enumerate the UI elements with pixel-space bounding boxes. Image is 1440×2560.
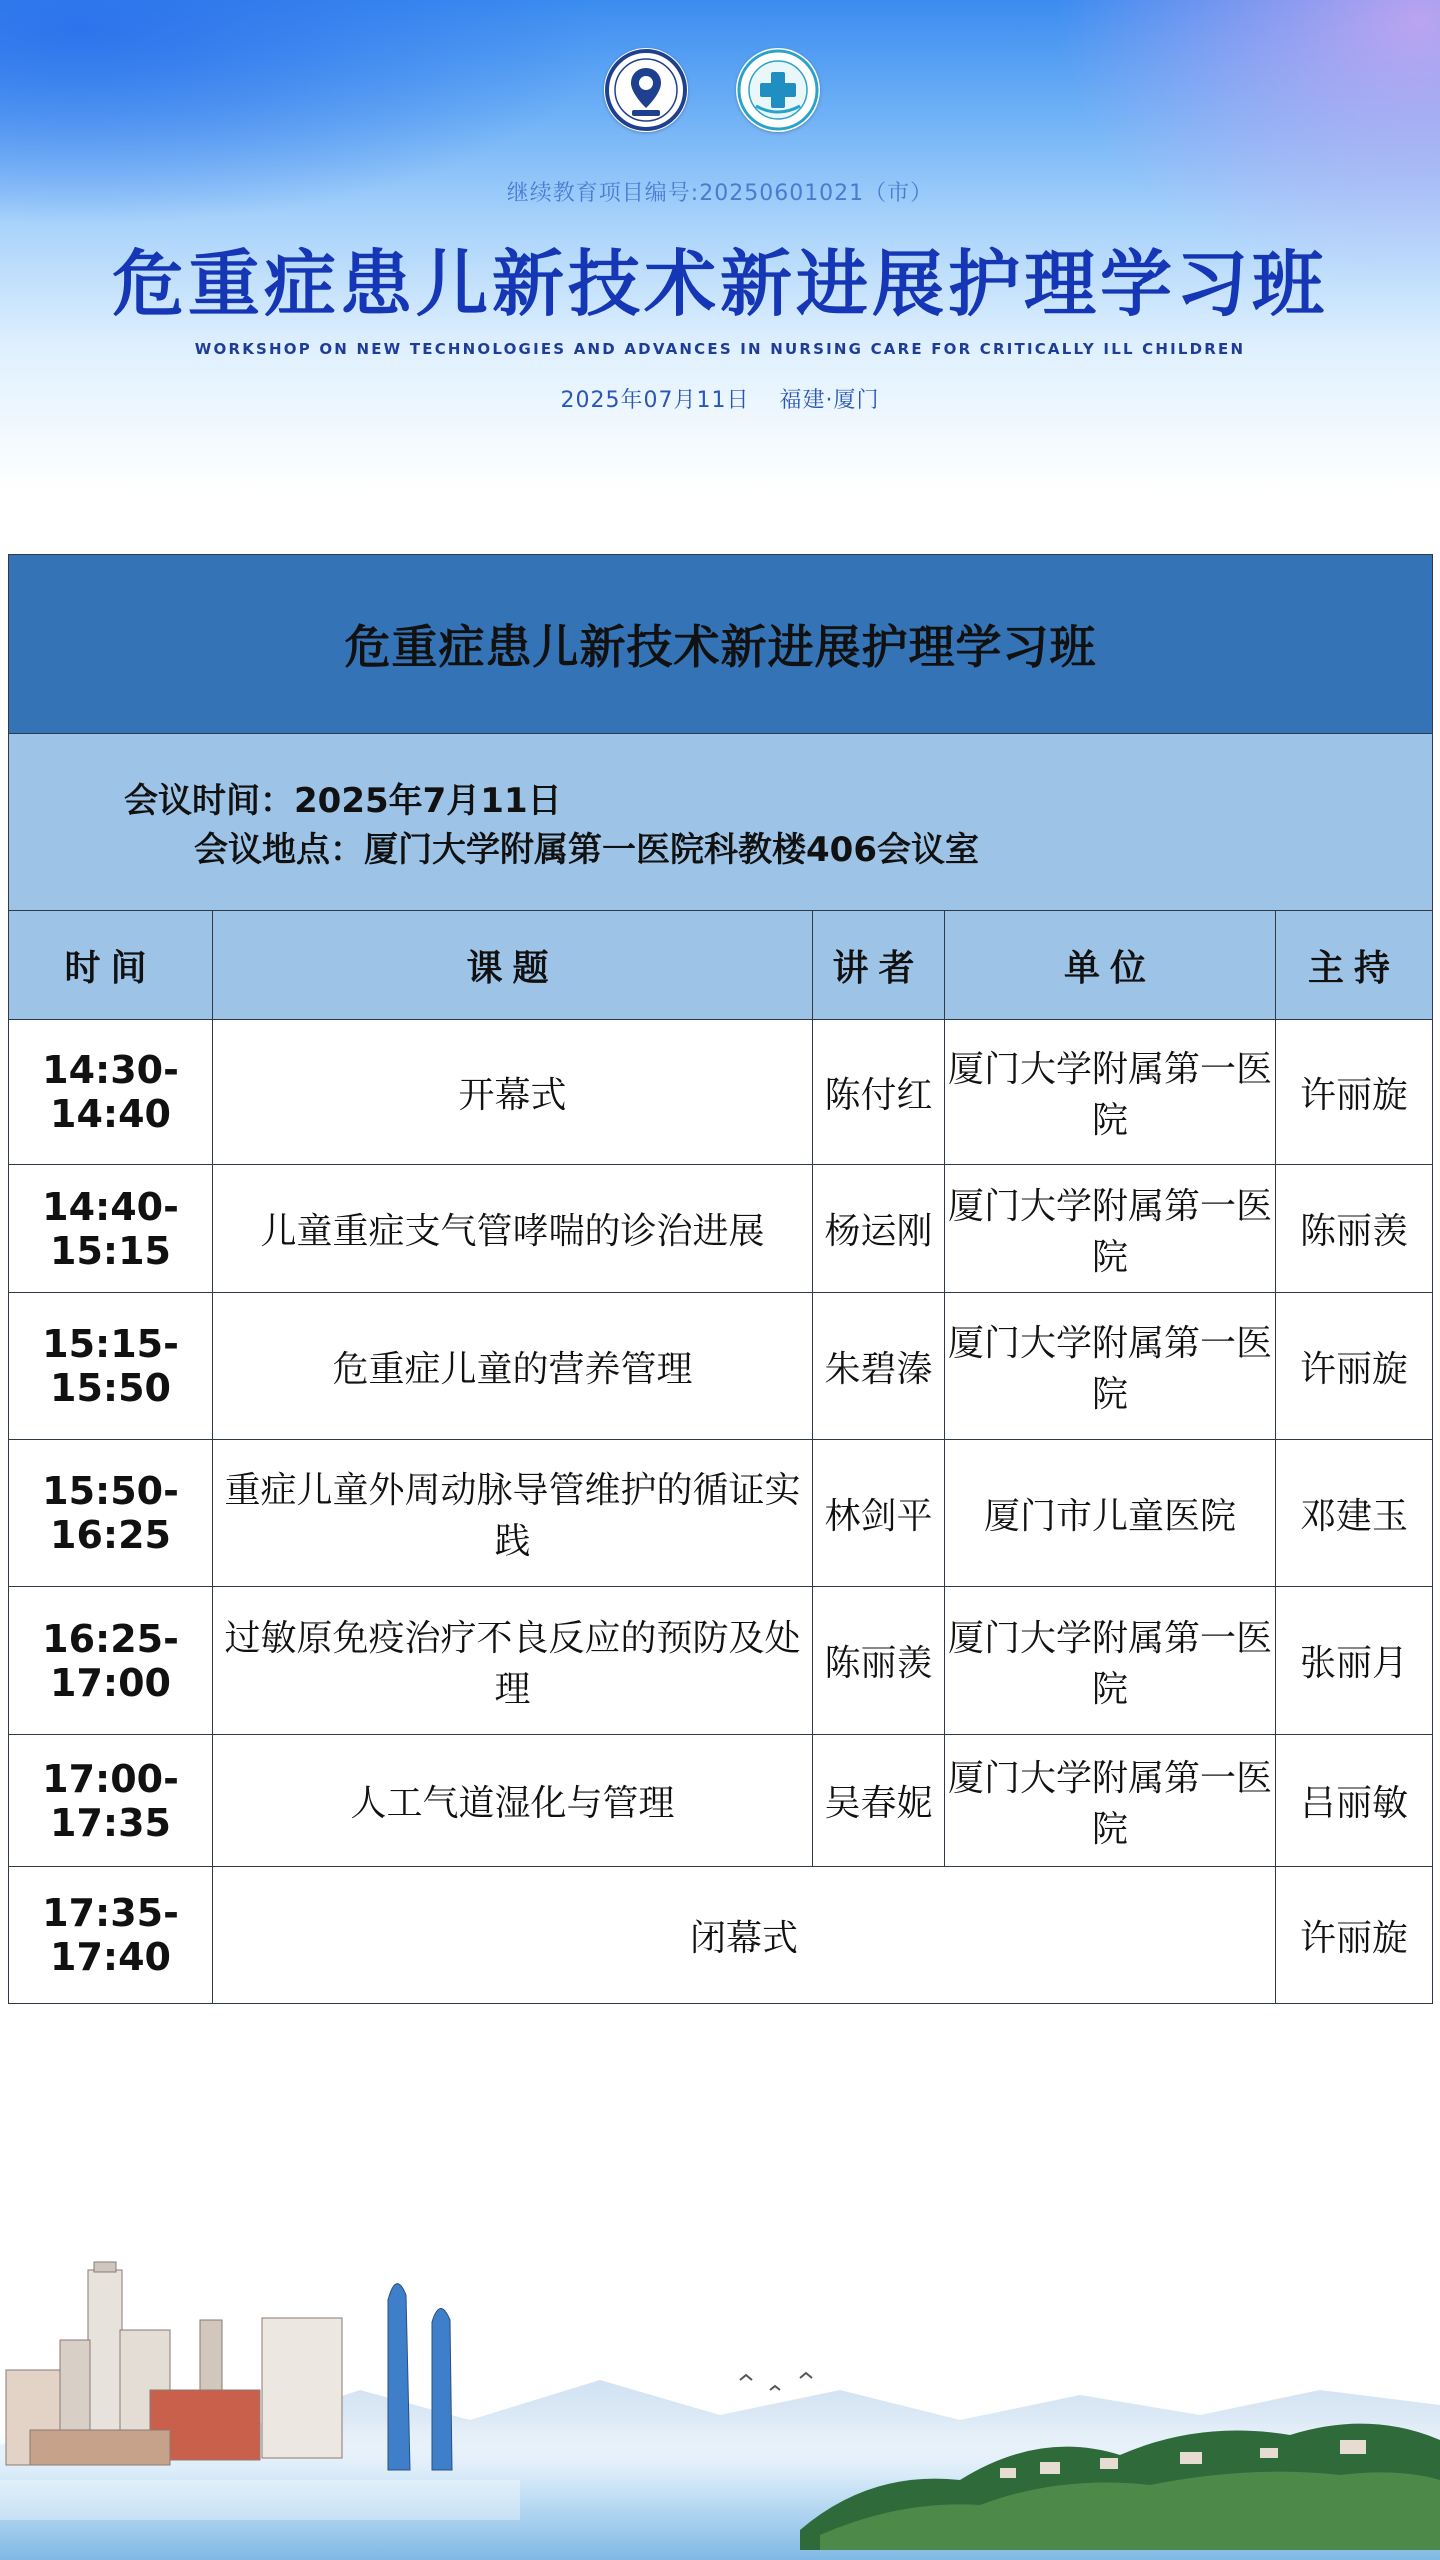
session-unit: 厦门大学附属第一医院 <box>945 1587 1276 1735</box>
table-row <box>9 1020 1433 1165</box>
table-row <box>9 1867 1433 2004</box>
session-time: 15:15-15:50 <box>9 1293 213 1440</box>
session-unit: 厦门大学附属第一医院 <box>945 1735 1276 1867</box>
left-buildings <box>6 2262 342 2465</box>
session-topic: 开幕式 <box>213 1020 813 1165</box>
meeting-info-row <box>9 734 1433 911</box>
project-number: 继续教育项目编号:20250601021（市） <box>506 181 934 206</box>
column-header-topic: 课题 <box>213 911 813 1020</box>
session-topic: 人工气道湿化与管理 <box>213 1735 813 1867</box>
english-subtitle: WORKSHOP ON NEW TECHNOLOGIES AND ADVANCES IN NURSING CARE FOR CRITICALLY ILL CHILDREN <box>194 340 1246 358</box>
session-unit: 厦门大学附属第一医院 <box>945 1293 1276 1440</box>
session-host: 张丽月 <box>1276 1587 1433 1735</box>
table-row <box>9 1165 1433 1293</box>
session-topic: 过敏原免疫治疗不良反应的预防及处理 <box>213 1587 813 1735</box>
table-row <box>9 1440 1433 1587</box>
session-topic: 危重症儿童的营养管理 <box>213 1293 813 1440</box>
session-speaker: 陈付红 <box>813 1020 945 1165</box>
session-speaker: 林剑平 <box>813 1440 945 1587</box>
column-header-unit: 单位 <box>945 911 1276 1020</box>
column-header-time: 时间 <box>9 911 213 1020</box>
session-time: 17:00-17:35 <box>9 1735 213 1867</box>
session-host: 许丽旋 <box>1276 1293 1433 1440</box>
column-header-speaker: 讲者 <box>813 911 945 1020</box>
session-host: 吕丽敏 <box>1276 1735 1433 1867</box>
session-time: 15:50-16:25 <box>9 1440 213 1587</box>
session-speaker: 陈丽羡 <box>813 1587 945 1735</box>
table-title-row <box>9 555 1433 734</box>
column-header-host: 主持 <box>1276 911 1433 1020</box>
session-topic: 重症儿童外周动脉导管维护的循证实践 <box>213 1440 813 1587</box>
session-unit: 厦门大学附属第一医院 <box>945 1165 1276 1293</box>
session-unit: 厦门大学附属第一医院 <box>945 1020 1276 1165</box>
schedule-table <box>8 554 1433 2004</box>
meeting-time: 会议时间：2025年7月11日 <box>124 781 562 821</box>
date-place-line <box>0 383 1440 414</box>
session-time: 14:40-15:15 <box>9 1165 213 1293</box>
table-header-row <box>9 911 1433 1020</box>
session-time: 17:35-17:40 <box>9 1867 213 2004</box>
session-host: 许丽旋 <box>1276 1020 1433 1165</box>
session-topic: 儿童重症支气管哮喘的诊治进展 <box>213 1165 813 1293</box>
meeting-info <box>9 734 1433 911</box>
session-speaker: 吴春妮 <box>813 1735 945 1867</box>
session-speaker: 朱碧溱 <box>813 1293 945 1440</box>
session-host: 邓建玉 <box>1276 1440 1433 1587</box>
session-host: 许丽旋 <box>1276 1867 1433 2004</box>
session-host: 陈丽羡 <box>1276 1165 1433 1293</box>
table-row <box>9 1587 1433 1735</box>
meeting-place: 会议地点：厦门大学附属第一医院科教楼406会议室 <box>194 830 979 870</box>
table-title: 危重症患儿新技术新进展护理学习班 <box>9 555 1433 734</box>
association-logo-icon <box>604 48 688 132</box>
hospital-logo-icon <box>736 48 820 132</box>
event-date: 2025年07月11日 <box>560 388 750 413</box>
table-row <box>9 1735 1433 1867</box>
event-city: 福建·厦门 <box>779 388 880 413</box>
session-speaker: 杨运刚 <box>813 1165 945 1293</box>
session-unit: 厦门市儿童医院 <box>945 1440 1276 1587</box>
session-topic: 闭幕式 <box>213 1867 1276 2004</box>
session-time: 16:25-17:00 <box>9 1587 213 1735</box>
page-title: 危重症患儿新技术新进展护理学习班 <box>111 242 1328 326</box>
header-banner <box>0 0 1440 560</box>
session-time: 14:30-14:40 <box>9 1020 213 1165</box>
city-skyline-illustration <box>0 2230 1440 2560</box>
birds <box>740 2373 812 2390</box>
table-row <box>9 1293 1433 1440</box>
